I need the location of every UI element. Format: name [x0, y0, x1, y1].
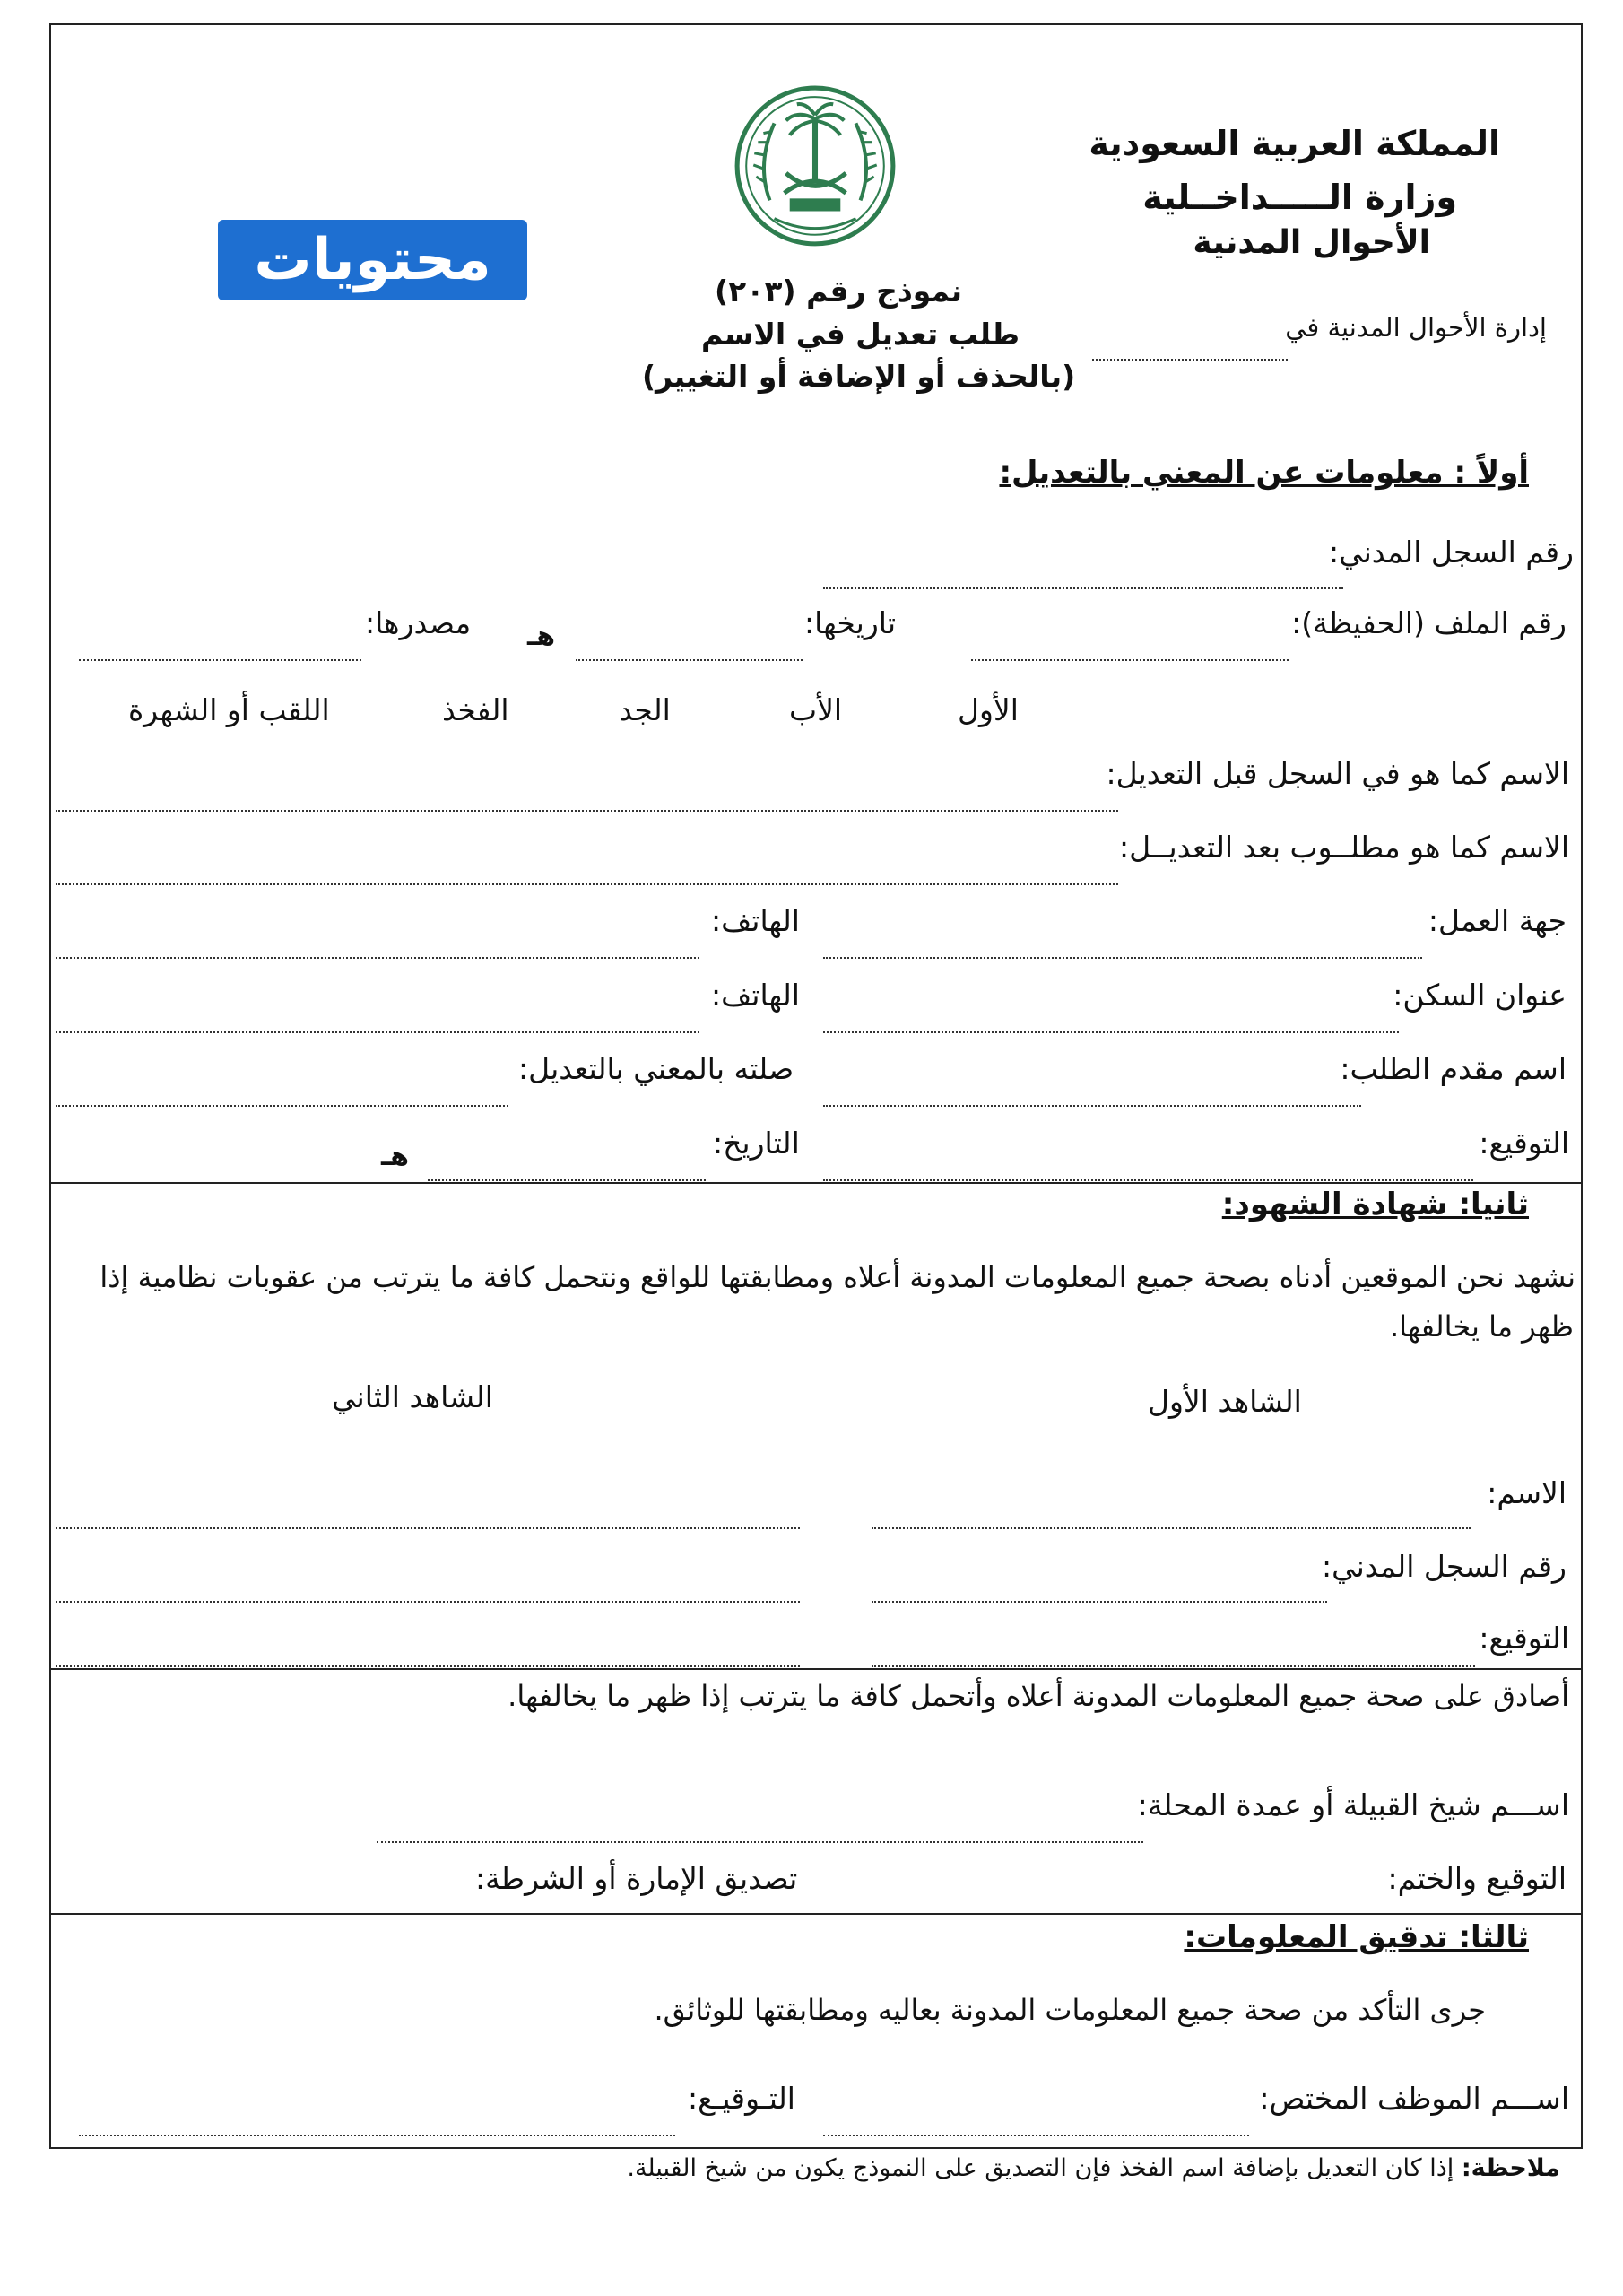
kingdom-title: المملكة العربية السعودية	[1089, 124, 1500, 163]
section-divider	[49, 1668, 1583, 1670]
phone2-label: الهاتف:	[711, 978, 800, 1013]
relation-label: صلته بالمعني بالتعديل:	[518, 1051, 794, 1086]
form-title: طلب تعديل في الاسم	[701, 317, 1020, 352]
department-title: الأحوال المدنية	[1193, 224, 1430, 261]
employee-name-field[interactable]	[823, 2135, 1249, 2136]
hijri-mark: هـ	[527, 621, 556, 652]
name-before-field[interactable]	[56, 810, 1118, 812]
form-number: نموذج رقم (٢٠٣)	[715, 274, 962, 309]
employee-name-label: اســـم الموظف المختص:	[1259, 2081, 1569, 2116]
name-after-label: الاسم كما هو مطلــوب بعد التعديــل:	[1119, 830, 1569, 865]
source-field[interactable]	[79, 659, 361, 661]
name-after-field[interactable]	[56, 883, 1118, 885]
signature-label: التوقيع:	[1479, 1126, 1569, 1161]
source-label: مصدرها:	[365, 605, 472, 640]
witness2-civil-record-field[interactable]	[56, 1601, 800, 1603]
witness1-name-field[interactable]	[872, 1527, 1471, 1529]
witness1-civil-record-field[interactable]	[872, 1601, 1327, 1603]
sheikh-name-label: اســـم شيخ القبيلة أو عمدة المحلة:	[1137, 1787, 1569, 1822]
witness-signature-label: التوقيع:	[1479, 1621, 1569, 1656]
civil-record-label: رقم السجل المدني:	[1328, 535, 1574, 570]
employer-label: جهة العمل:	[1428, 903, 1567, 938]
address-field[interactable]	[823, 1031, 1399, 1033]
name-part-clan: الفخذ	[442, 692, 509, 727]
section-divider	[49, 1913, 1583, 1915]
witness2-signature-field[interactable]	[56, 1665, 800, 1667]
witness2-heading: الشاهد الثاني	[332, 1379, 493, 1414]
verification-statement: جرى التأكد من صحة جميع المعلومات المدونة بعاليه ومطابقتها للوثائق.	[654, 1993, 1486, 2027]
applicant-name-field[interactable]	[823, 1105, 1361, 1107]
relation-field[interactable]	[56, 1105, 508, 1107]
form-subtitle: (بالحذف أو الإضافة أو التغيير)	[642, 359, 1076, 394]
witness1-signature-field[interactable]	[872, 1665, 1475, 1667]
note	[627, 2154, 1560, 2182]
address-label: عنوان السكن:	[1393, 978, 1567, 1013]
hijri-mark-2: هـ	[381, 1141, 410, 1172]
witness-statement-line1: نشهد نحن الموقعين أدناه بصحة جميع المعلومات المدونة أعلاه ومطابقتها للواقع ونتحمل كافة ما يترتب من عقوبات نظامية إذا	[100, 1260, 1575, 1294]
saudi-emblem-icon	[733, 83, 897, 255]
file-number-label: رقم الملف (الحفيظة):	[1291, 605, 1567, 640]
name-part-first: الأول	[958, 692, 1019, 727]
name-part-grandfather: الجد	[619, 692, 671, 727]
office-label: إدارة الأحوال المدنية في	[1285, 312, 1547, 343]
sheikh-name-field[interactable]	[377, 1841, 1143, 1843]
witness-statement-line2: ظهر ما يخالفها.	[1389, 1309, 1574, 1344]
name-part-surname: اللقب أو الشهرة	[128, 692, 330, 727]
watermark-badge: محتويات	[218, 220, 527, 300]
police-endorse-label: تصديق الإمارة أو الشرطة:	[475, 1861, 798, 1896]
section-divider	[49, 1182, 1583, 1184]
phone-field[interactable]	[56, 957, 699, 959]
applicant-name-label: اسم مقدم الطلب:	[1340, 1051, 1567, 1086]
witness-name-label: الاسم:	[1487, 1475, 1567, 1510]
section3-title: ثالثا: تدقيق المعلومات:	[1184, 1919, 1529, 1955]
section1-title: أولاً : معلومات عن المعني بالتعديل:	[999, 455, 1529, 491]
phone-label: الهاتف:	[711, 903, 800, 938]
name-part-father: الأب	[789, 692, 843, 727]
section2-title: ثانيا: شهادة الشهود:	[1221, 1187, 1529, 1222]
employer-field[interactable]	[823, 957, 1422, 959]
note-text: إذا كان التعديل بإضافة اسم الفخذ فإن التصديق على النموذج يكون من شيخ القبيلة.	[627, 2154, 1454, 2182]
employee-signature-label: التـوقيـع:	[688, 2081, 795, 2116]
signature-field[interactable]	[823, 1179, 1473, 1181]
date-label: التاريخ:	[713, 1126, 800, 1161]
witness-civil-record-label: رقم السجل المدني:	[1321, 1549, 1567, 1584]
civil-record-field[interactable]	[823, 587, 1343, 589]
ministry-title: وزارة الـــــداخــلية	[1142, 178, 1457, 217]
issue-date-field[interactable]	[576, 659, 803, 661]
witness2-name-field[interactable]	[56, 1527, 800, 1529]
file-number-field[interactable]	[971, 659, 1289, 661]
office-field[interactable]	[1092, 359, 1288, 361]
name-before-label: الاسم كما هو في السجل قبل التعديل:	[1106, 756, 1569, 791]
employee-signature-field[interactable]	[79, 2135, 675, 2136]
endorse-statement: أصادق على صحة جميع المعلومات المدونة أعلاه وأتحمل كافة ما يترتب إذا ظهر ما يخالفها.	[508, 1679, 1569, 1713]
phone2-field[interactable]	[56, 1031, 699, 1033]
witness1-heading: الشاهد الأول	[1148, 1384, 1302, 1419]
note-label: ملاحظة:	[1461, 2154, 1560, 2182]
date-field[interactable]	[428, 1179, 706, 1181]
sign-stamp-label: التوقيع والختم:	[1387, 1861, 1567, 1896]
issue-date-label: تاريخها:	[804, 605, 897, 640]
